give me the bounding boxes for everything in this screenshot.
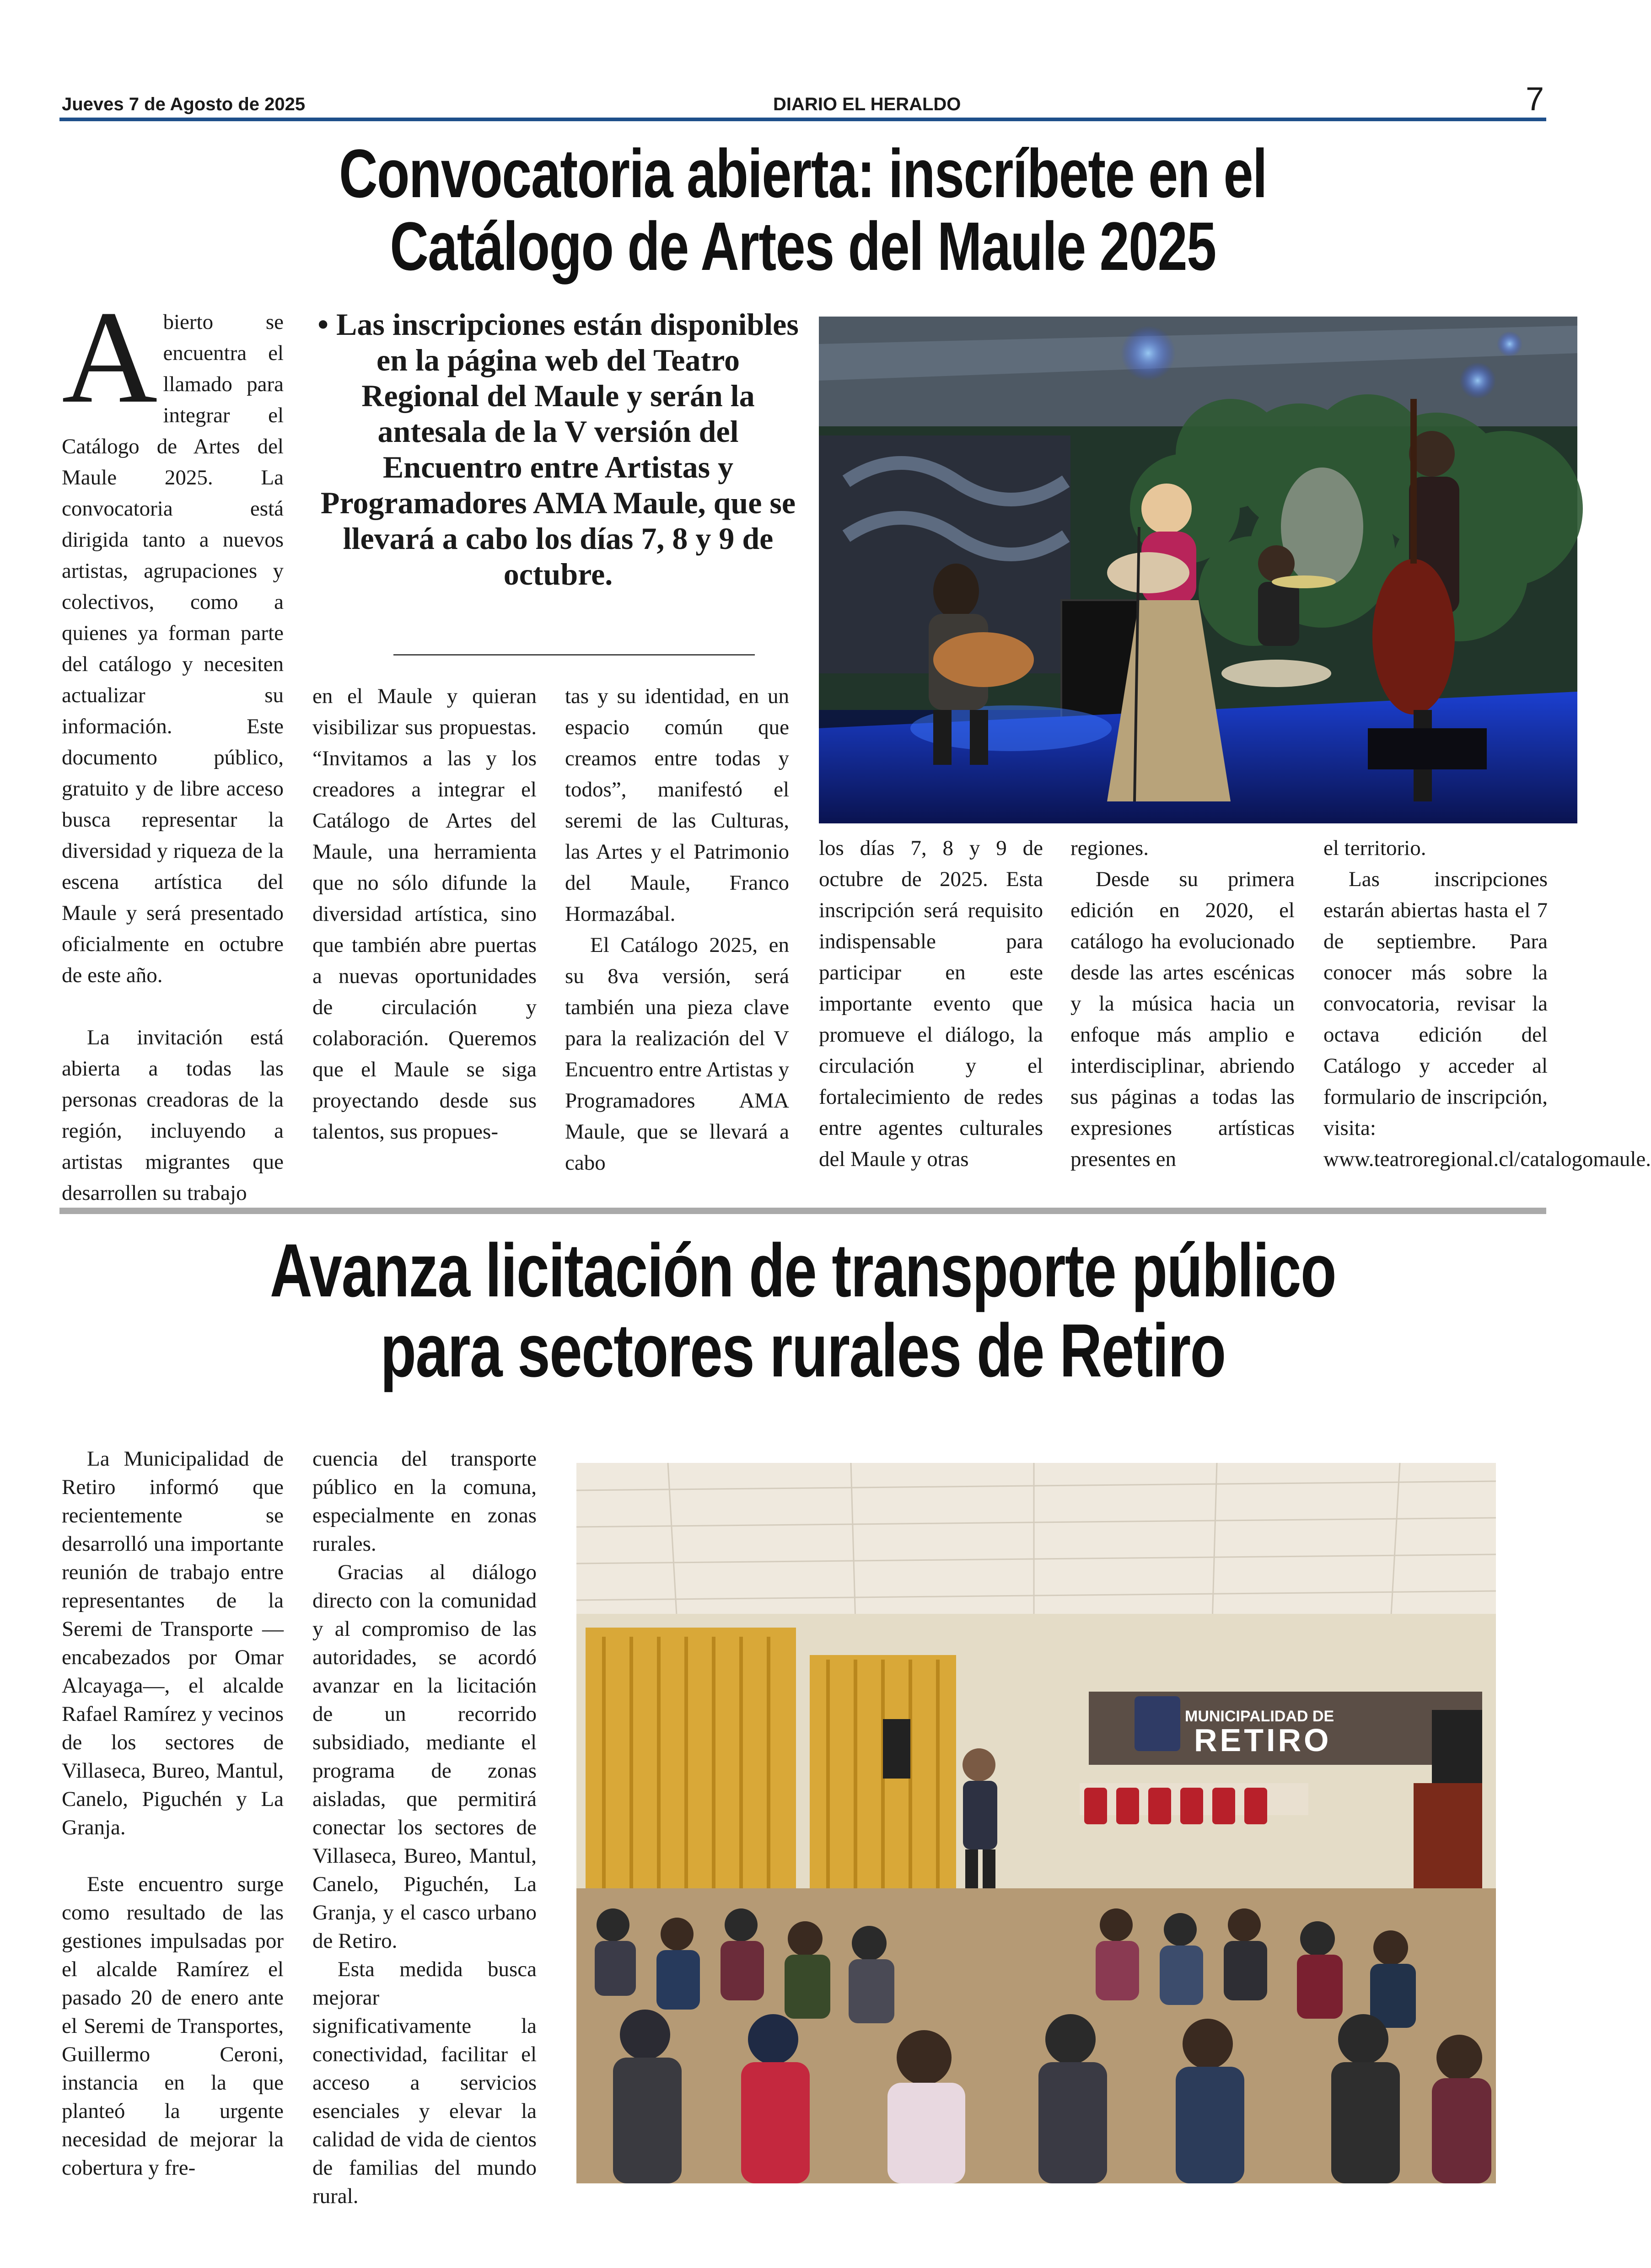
pullquote-rule [393, 654, 755, 656]
page-header [59, 81, 1546, 118]
article2-col2-paragraph1: cuencia del transporte público en la comuna, especialmente en zonas rurales. [312, 1447, 537, 1556]
dropcap: A [62, 284, 158, 430]
article1-col4-paragraph1: los días 7, 8 y 9 de octubre de 2025. Esta inscripción será requisito indispensable para participar en este importante evento que promueve el diálogo, la circulación y el fortalecimiento de redes entre agentes culturales del Maule y otras [819, 836, 1043, 1171]
meeting-photo [576, 1463, 1496, 2183]
article2-col1-paragraph2: Este encuentro surge como resultado de las gestiones impulsadas por el alcalde Ramírez el pasado 20 de enero ante el Seremi de Transportes, Guillermo Ceroni, instancia en la que planteó la urgente necesidad de mejorar la cobertura y fre- [62, 1872, 284, 2180]
page-number: 7 [1525, 81, 1544, 118]
article1-headline-line2: Catálogo de Artes del Maule 2025 [390, 208, 1216, 285]
article1-col6-paragraph2: Las inscripciones estarán abiertas hasta el 7 de septiembre. Para conocer más sobre la convocatoria, revisar la octava edición del Catálogo y acceder al formulario de inscripción, visita: www.teatroregional.cl/catalogomaule. [1323, 867, 1651, 1171]
article1-column-4 [819, 833, 1043, 1175]
article1-col3-paragraph2: El Catálogo 2025, en su 8va versión, será también una pieza clave para la realización del V Encuentro entre Artistas y Programadores AMA Maule, que se llevará a cabo [565, 933, 789, 1175]
article2-col2-paragraph2: Gracias al diálogo directo con la comunidad y al compromiso de las autoridades, se acordó avanzar en la licitación de un recorrido subsidiado, mediante el programa de zonas aisladas, que permitirá conectar los sectores de Villaseca, Bureo, Mantul, Canelo, Piguchén, La Granja, y el casco urbano de Retiro. [312, 1560, 537, 1953]
article1-column-2 [312, 681, 537, 1147]
concert-photo-illustration [819, 317, 1577, 823]
section-divider [59, 1208, 1546, 1214]
article1-col2-paragraph1: en el Maule y quieran visibilizar sus propuestas. “Invitamos a las y los creadores a integrar el Catálogo de Artes del Maule, una herramienta que no sólo difunde la diversidad artística, sino que también abre puertas a nuevas oportunidades de circulación y colaboración. Queremos que el Maule se siga proyectando desde sus talentos, sus propues- [312, 684, 537, 1144]
article1-column-5 [1070, 833, 1295, 1175]
article2-column-1 [62, 1445, 284, 2182]
newspaper-name: DIARIO EL HERALDO [773, 94, 961, 114]
article1-col5-paragraph1: regiones. [1070, 836, 1149, 860]
article1-col6-paragraph1: el territorio. [1323, 836, 1426, 860]
article1-column-1 [62, 284, 284, 1209]
article2-col1-paragraph1: La Municipalidad de Retiro informó que recientemente se desarrolló una importante reunión de trabajo entre representantes de la Seremi de Transporte —encabezados por Omar Alcayaga—, el alcalde Rafael Ramírez y vecinos de los sectores de Villaseca, Bureo, Mantul, Canelo, Piguchén y La Granja. [62, 1447, 284, 1839]
article2-column-2 [312, 1445, 537, 2210]
photo-banner-line1: MUNICIPALIDAD DE [1185, 1708, 1334, 1725]
article1-pullquote: • Las inscripciones están disponibles en la página web del Teatro Regional del Maule y serán la antesala de la V versión del Encuentro entre Artistas y Programadores AMA Maule, que se llevará a cabo los días 7, 8 y 9 de octubre. [317, 307, 799, 591]
meeting-photo-illustration [576, 1463, 1496, 2183]
article2-headline-line2: para sectores rurales de Retiro [380, 1308, 1226, 1392]
article2-headline-line1: Avanza licitación de transporte público [269, 1228, 1336, 1312]
article1-col1-paragraph2: La invitación está abierta a todas las personas creadoras de la región, incluyendo a artistas migrantes que desarrollen su trabajo [62, 1026, 284, 1205]
article1-headline-line1: Convocatoria abierta: inscríbete en el [339, 135, 1267, 212]
concert-photo [819, 317, 1577, 823]
article1-col1-paragraph1: bierto se encuentra el llamado para integrar el Catálogo de Artes del Maule 2025. La convocatoria está dirigida tanto a nuevos artistas, agrupaciones y colectivos, como a quienes ya forman parte del catálogo y necesiten actualizar su información. Este documento público, gratuito y de libre acceso busca representar la diversidad y riqueza de la escena artística del Maule y será presentado oficialmente en octubre de este año. [62, 310, 284, 987]
article1-headline [223, 137, 1383, 283]
header-rule [59, 118, 1546, 121]
article1-column-3 [565, 681, 789, 1178]
article1-col3-paragraph1: tas y su identidad, en un espacio común que creamos entre todas y todos”, manifestó el seremi de las Culturas, las Artes y el Patrimonio del Maule, Franco Hormazábal. [565, 684, 789, 926]
article1-column-6 [1323, 833, 1651, 1175]
article2-headline [223, 1228, 1383, 1392]
issue-date: Jueves 7 de Agosto de 2025 [62, 94, 306, 114]
photo-banner-line2: RETIRO [1194, 1722, 1332, 1758]
article2-col2-paragraph3: Esta medida busca mejorar significativamente la conectividad, facilitar el acceso a servicios esenciales y elevar la calidad de vida de cientos de familias del mundo rural. [312, 1957, 537, 2208]
article1-col5-paragraph2: Desde su primera edición en 2020, el catálogo ha evolucionado desde las artes escénicas y la música hacia un enfoque más amplio e interdisciplinar, abriendo sus páginas a todas las expresiones artísticas presentes en [1070, 867, 1295, 1171]
